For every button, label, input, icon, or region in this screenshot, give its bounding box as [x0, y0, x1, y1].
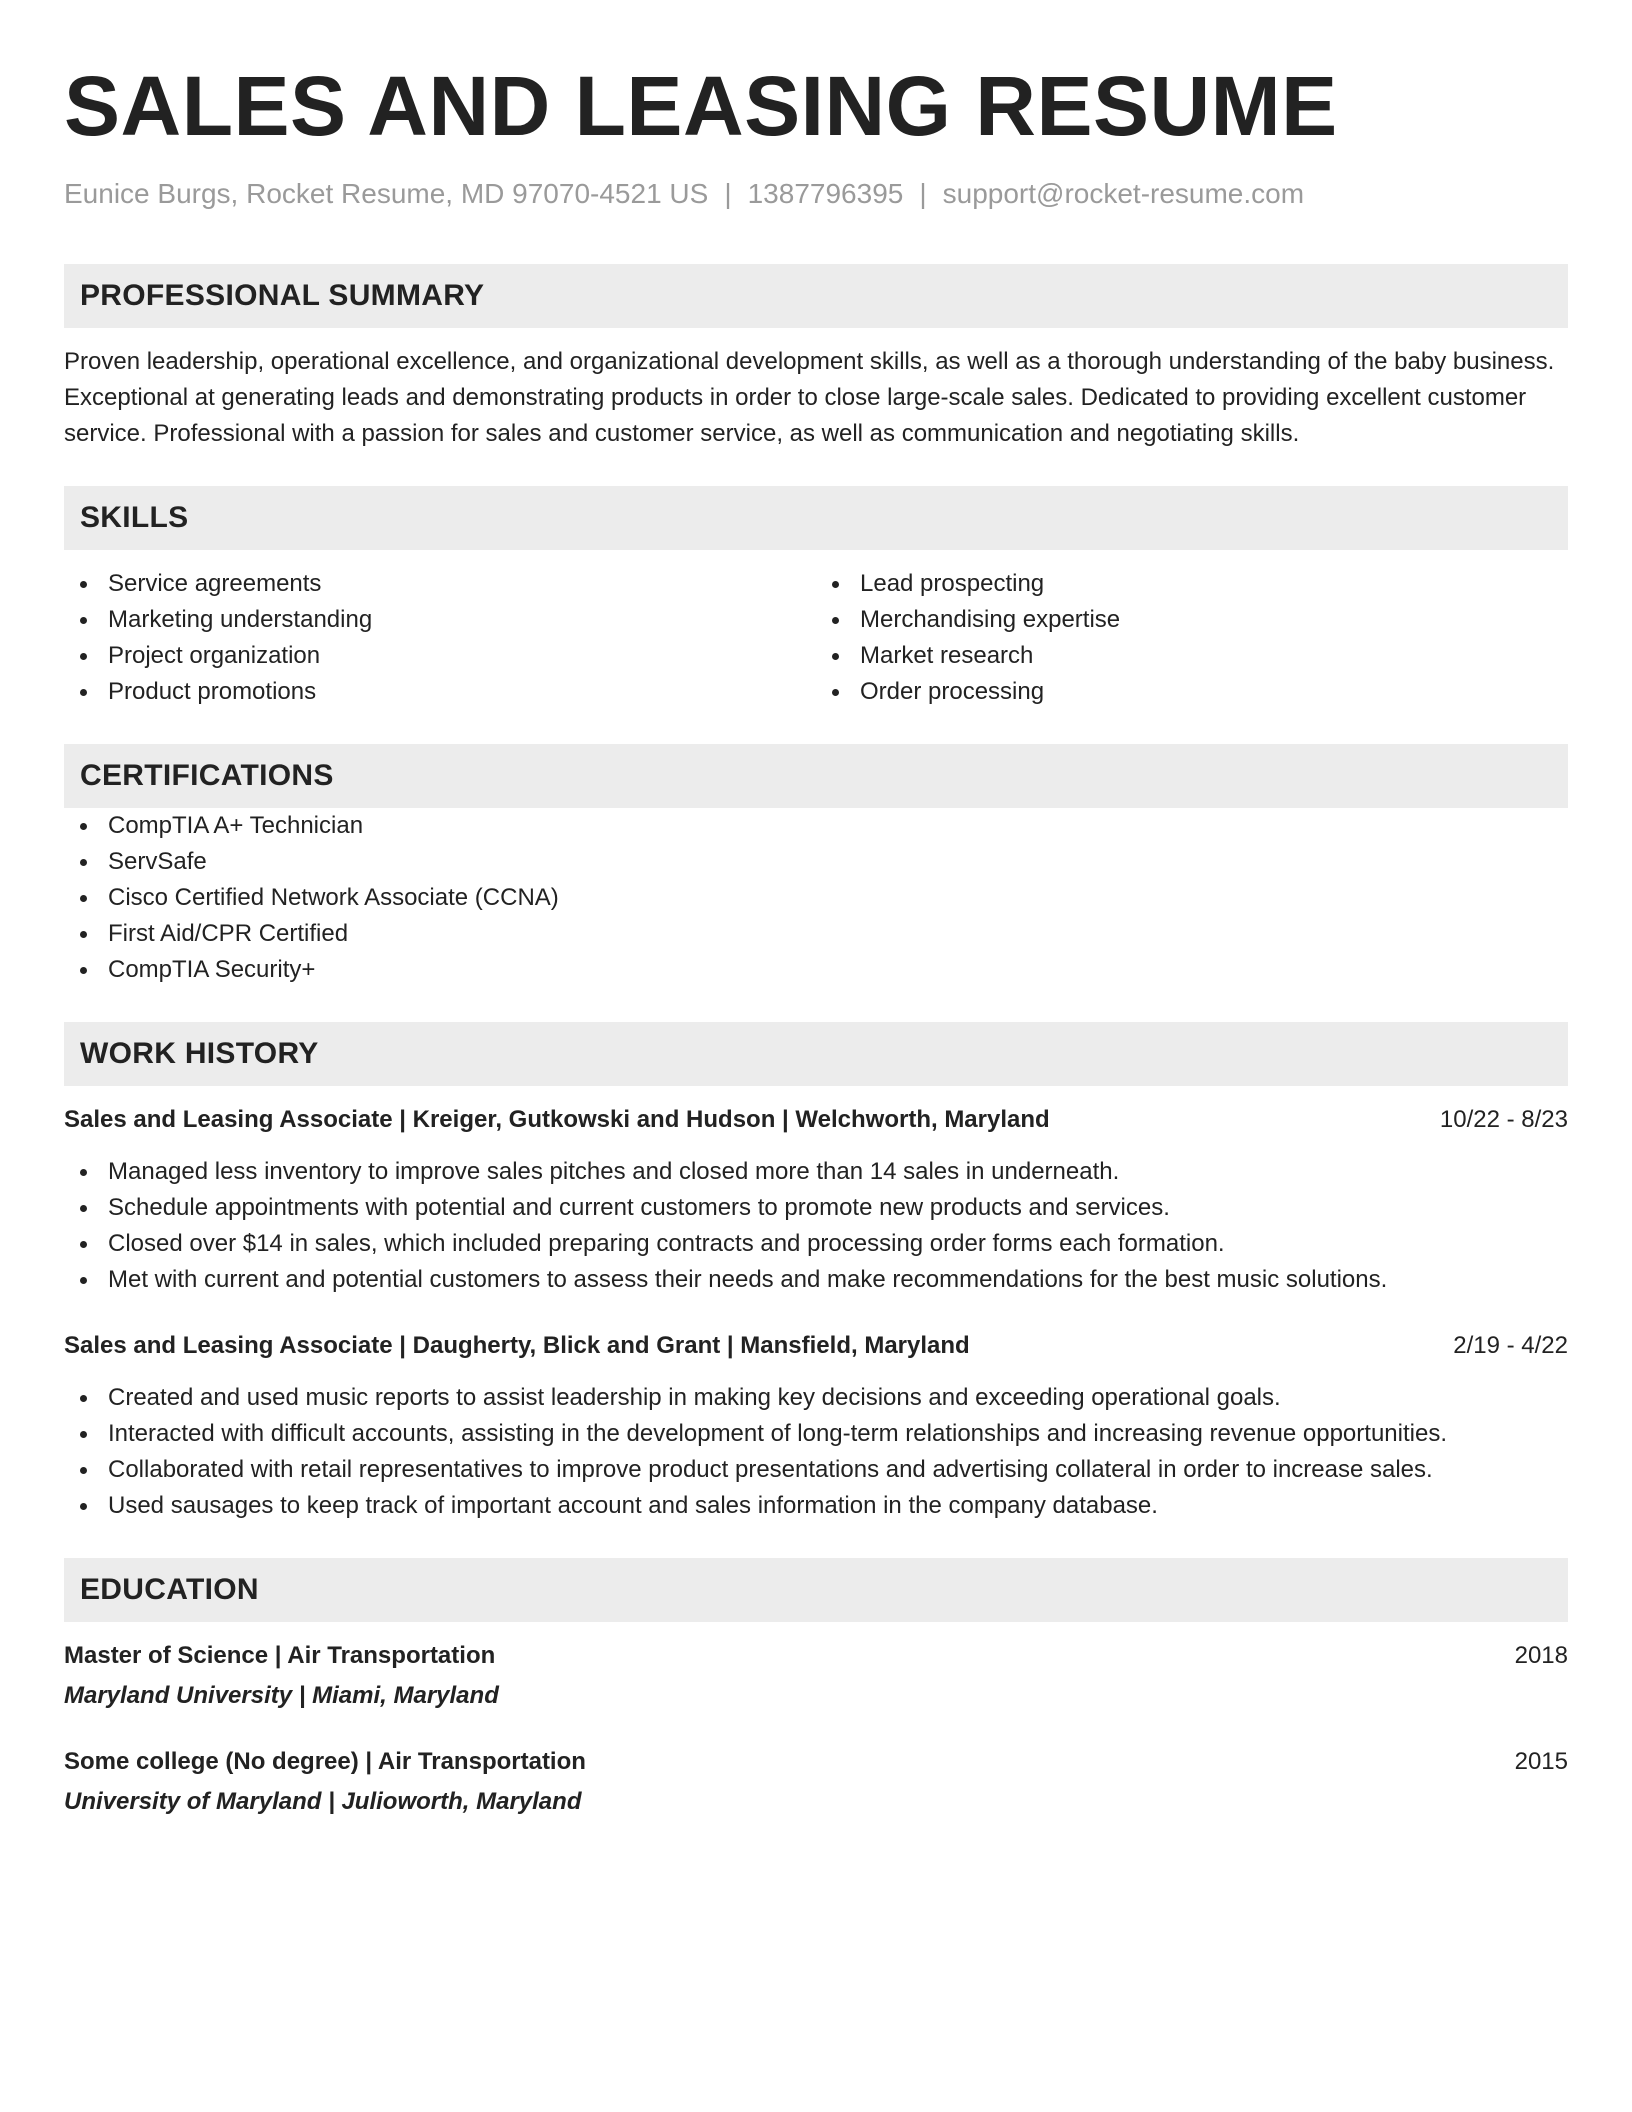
contact-line — [64, 176, 1568, 212]
education-header — [64, 1638, 1568, 1674]
skill-item: Order processing — [816, 674, 1568, 710]
education-entry — [64, 1638, 1568, 1714]
contact-separator: | — [724, 178, 732, 209]
job-entry — [64, 1102, 1568, 1298]
education-header — [64, 1744, 1568, 1780]
skill-item: Lead prospecting — [816, 566, 1568, 602]
education-degree: Some college (No degree) | Air Transportation — [64, 1748, 586, 1775]
education-year: 2015 — [1514, 1748, 1568, 1775]
skills-grid — [64, 566, 1568, 710]
job-bullet: Collaborated with retail representatives to improve product presentations and advertising collateral in order to increase sales. — [64, 1452, 1568, 1488]
certification-item: ServSafe — [64, 844, 1568, 880]
summary-text: Proven leadership, operational excellence, and organizational development skills, as well as a thorough understanding of the baby business. Exceptional at generating leads and demonstrating products in order to close large-scale sales. Dedicated to providing excellent customer service. Professional with a passion for sales and customer service, as well as communication and negotiating skills. — [64, 348, 1555, 447]
section-header-education: EDUCATION — [64, 1558, 1568, 1622]
contact-address: Eunice Burgs, Rocket Resume, MD 97070-4521 US — [64, 178, 709, 209]
certification-item: First Aid/CPR Certified — [64, 916, 1568, 952]
section-header-work-history: WORK HISTORY — [64, 1022, 1568, 1086]
job-entry — [64, 1328, 1568, 1524]
skill-item: Service agreements — [64, 566, 816, 602]
certifications-list — [64, 808, 1568, 988]
education-school: Maryland University | Miami, Maryland — [64, 1682, 499, 1709]
job-dates: 10/22 - 8/23 — [1439, 1106, 1568, 1133]
page-title: SALES AND LEASING RESUME — [64, 59, 1338, 153]
job-bullet: Used sausages to keep track of important account and sales information in the company database. — [64, 1488, 1568, 1524]
job-header — [64, 1328, 1568, 1364]
skill-item: Marketing understanding — [64, 602, 816, 638]
certification-item: CompTIA A+ Technician — [64, 808, 1568, 844]
contact-email: support@rocket-resume.com — [942, 178, 1305, 209]
education-school: University of Maryland | Julioworth, Maryland — [64, 1788, 582, 1815]
skill-item: Product promotions — [64, 674, 816, 710]
job-title: Sales and Leasing Associate | Daugherty, Blick and Grant | Mansfield, Maryland — [64, 1332, 970, 1359]
job-bullet: Created and used music reports to assist leadership in making key decisions and exceeding operational goals. — [64, 1380, 1568, 1416]
job-bullet: Interacted with difficult accounts, assisting in the development of long-term relationships and increasing revenue opportunities. — [64, 1416, 1568, 1452]
section-header-skills: SKILLS — [64, 486, 1568, 550]
job-bullet: Managed less inventory to improve sales pitches and closed more than 14 sales in underneath. — [64, 1154, 1568, 1190]
job-bullet: Met with current and potential customers to assess their needs and make recommendations for the best music solutions. — [64, 1262, 1568, 1298]
education-degree: Master of Science | Air Transportation — [64, 1642, 496, 1669]
skills-column-right — [816, 566, 1568, 710]
certification-item: CompTIA Security+ — [64, 952, 1568, 988]
job-header — [64, 1102, 1568, 1138]
skills-column-left — [64, 566, 816, 710]
job-dates: 2/19 - 4/22 — [1453, 1332, 1568, 1359]
section-header-summary: PROFESSIONAL SUMMARY — [64, 264, 1568, 328]
section-header-certifications: CERTIFICATIONS — [64, 744, 1568, 808]
contact-phone: 1387796395 — [747, 178, 904, 209]
education-year: 2018 — [1514, 1642, 1568, 1669]
job-title: Sales and Leasing Associate | Kreiger, Gutkowski and Hudson | Welchworth, Maryland — [64, 1106, 1050, 1133]
certification-item: Cisco Certified Network Associate (CCNA) — [64, 880, 1568, 916]
job-bullet: Schedule appointments with potential and current customers to promote new products and services. — [64, 1190, 1568, 1226]
skill-item: Merchandising expertise — [816, 602, 1568, 638]
skill-item: Project organization — [64, 638, 816, 674]
contact-separator: | — [919, 178, 927, 209]
job-bullets — [64, 1154, 1568, 1298]
job-bullet: Closed over $14 in sales, which included preparing contracts and processing order forms each formation. — [64, 1226, 1568, 1262]
education-entry — [64, 1744, 1568, 1820]
job-bullets — [64, 1380, 1568, 1524]
skill-item: Market research — [816, 638, 1568, 674]
